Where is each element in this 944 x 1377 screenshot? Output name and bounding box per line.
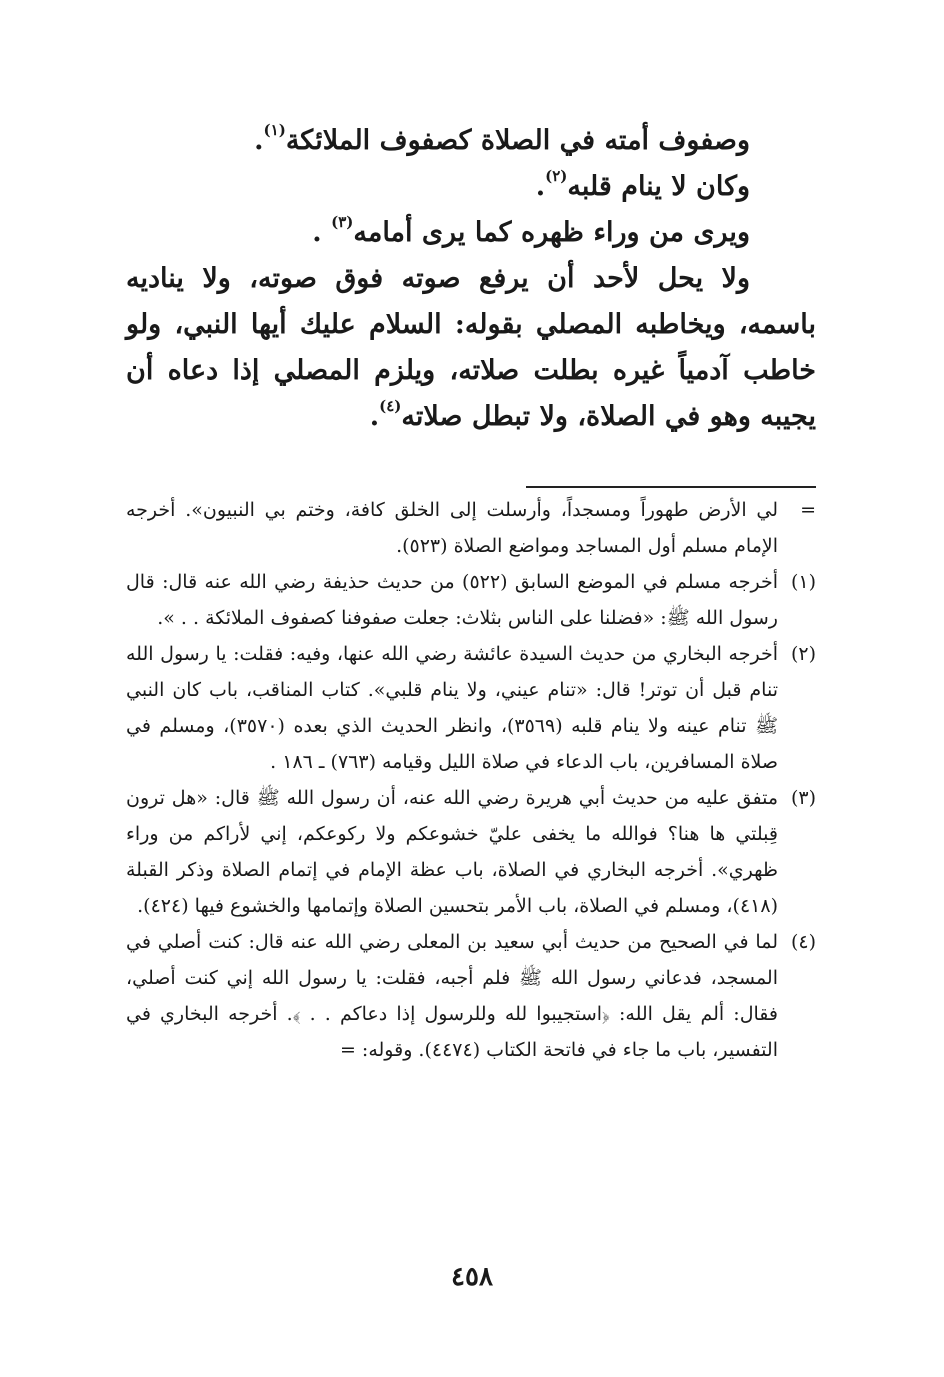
paragraph-2-end: . [535,171,546,202]
footnote-text: أخرجه مسلم في الموضع السابق (٥٢٢) من حديث حذيفة رضي الله عنه قال: قال رسول الله ﷺ: «فضلنا على الناس بثلاث: جعلت صفوفنا كصفوف الملائكة . . ». [126,571,778,629]
footnote-continued [126,492,816,564]
paragraph-2 [126,164,816,210]
footnote-marker: (١) [790,571,816,593]
paragraph-4 [126,256,816,440]
footnote-separator [526,486,816,488]
footnote-text: لما في الصحيح من حديث أبي سعيد بن المعلى رضي الله عنه قال: كنت أصلي في المسجد، فدعاني رسول الله ﷺ فلم أجبه، فقلت: يا رسول الله إني كنت أصلي، فقال: ألم يقل الله: ﴿استجيبوا لله وللرسول إذا دعاكم . . ﴾. أخرجه البخاري في التفسير، باب ما جاء في فاتحة الكتاب (٤٤٧٤). وقوله: = [126,931,778,1061]
paragraph-4-end: . [369,401,380,432]
footnote-ref-3[interactable]: (٣) [331,213,354,231]
paragraph-2-text: وكان لا ينام قلبه [567,171,750,202]
paragraph-3 [126,210,816,256]
footnote-marker: (٣) [790,787,816,809]
paragraph-4-text: ولا يحل لأحد أن يرفع صوته فوق صوته، ولا يناديه باسمه، ويخاطبه المصلي بقوله: السلام عليك أيها النبي، ولو خاطب آدمياً غيره بطلت صلاته، ويلزم المصلي إذا دعاه أن يجيبه وهو في الصلاة، ولا تبطل صلاته [126,263,816,432]
footnote-marker: (٤) [790,931,816,953]
paragraph-1-end: . [254,125,264,156]
footnotes [126,492,816,1068]
paragraph-1 [126,118,816,164]
footnote-text: متفق عليه من حديث أبي هريرة رضي الله عنه، أن رسول الله ﷺ قال: «هل ترون قِبلتي ها هنا؟ فوالله ما يخفى عليّ خشوعكم ولا ركوعكم، إني لأراكم من وراء ظهري». أخرجه البخاري في الصلاة، باب عظة الإمام في إتمام الصلاة وذكر القبلة (٤١٨)، ومسلم في الصلاة، باب الأمر بتحسين الصلاة وإتمامها والخشوع فيها (٤٢٤). [126,787,778,917]
main-text [126,118,816,440]
paragraph-1-text: وصفوف أمته في الصلاة كصفوف الملائكة [285,125,750,156]
footnote-marker: (٢) [790,643,816,665]
footnote-marker: = [800,499,816,521]
footnote-2 [126,636,816,780]
paragraph-3-end: . [312,217,332,248]
footnote-1 [126,564,816,636]
page-number: ٤٥٨ [451,1262,493,1292]
paragraph-3-text: ويرى من وراء ظهره كما يرى أمامه [353,217,750,248]
footnote-ref-4[interactable]: (٤) [379,397,402,415]
footnote-4 [126,924,816,1068]
footnote-text: لي الأرض طهوراً ومسجداً، وأرسلت إلى الخلق كافة، وختم بي النبيون». أخرجه الإمام مسلم أول المساجد ومواضع الصلاة (٥٢٣). [126,499,778,557]
footnote-text: أخرجه البخاري من حديث السيدة عائشة رضي الله عنها، وفيه: فقلت: يا رسول الله تنام قبل أن توتر! قال: «تنام عيني، ولا ينام قلبي». كتاب المناقب، باب كان النبي ﷺ تنام عينه ولا ينام قلبه (٣٥٦٩)، وانظر الحديث الذي بعده (٣٥٧٠)، ومسلم في صلاة المسافرين، باب الدعاء في صلاة الليل وقيامه (٧٦٣) ـ ١٨٦ . [126,643,779,773]
footnote-ref-1[interactable]: (١) [263,121,286,139]
footnote-ref-2[interactable]: (٢) [545,167,568,185]
footnote-3 [126,780,816,924]
